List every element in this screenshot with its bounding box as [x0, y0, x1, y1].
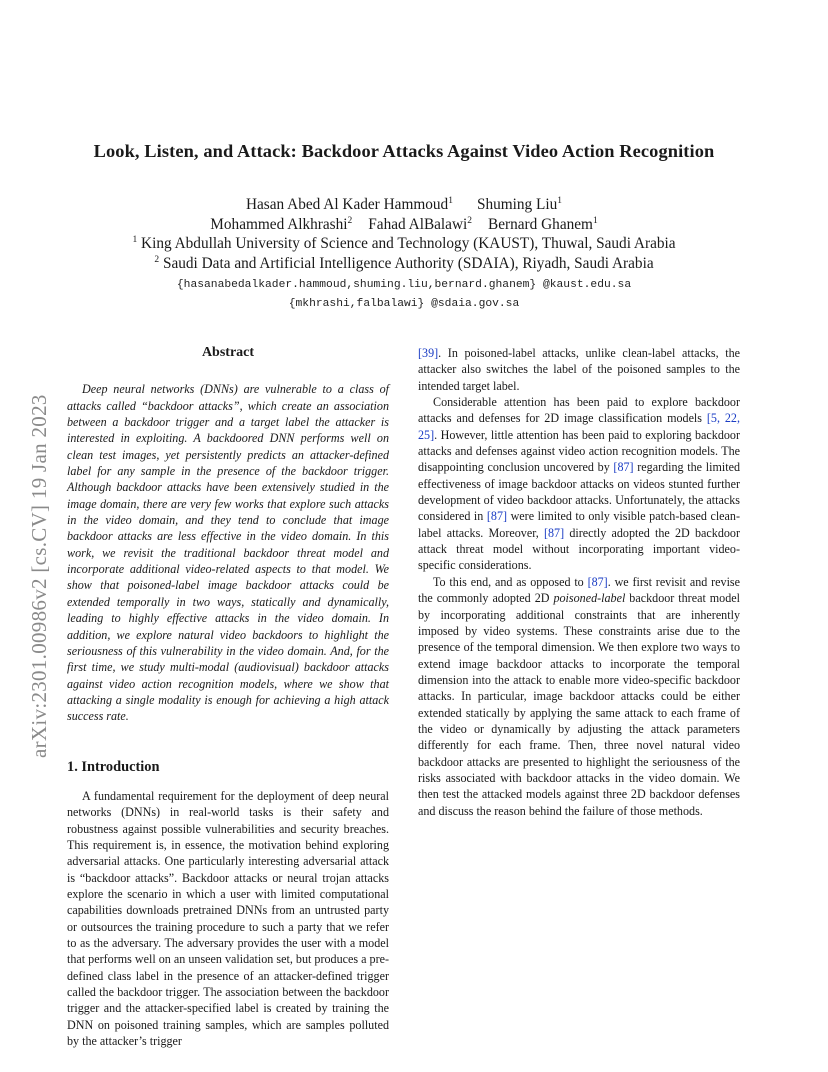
affiliation-mark: 2: [154, 254, 160, 265]
author-name: Fahad AlBalawi: [368, 215, 468, 233]
affiliation-text: King Abdullah University of Science and Technology (KAUST), Thuwal, Saudi Arabia: [141, 235, 676, 252]
paragraph-text: . we first revisit and revise the commonly adopted 2D: [418, 574, 740, 606]
arxiv-watermark-svg: [16, 290, 56, 760]
citation-link[interactable]: [87]: [543, 525, 565, 540]
arxiv-id-text: arXiv:2301.00986v2 [cs.CV] 19 Jan 2023: [27, 394, 51, 758]
email-kaust[interactable]: {hasanabedalkader.hammoud,shuming.liu,bernard.ghanem} @kaust.edu.sa: [176, 279, 632, 291]
paragraph-text: were limited to only visible patch-based clean-label attacks. Moreover,: [418, 509, 740, 540]
affiliation-mark: 1: [557, 196, 563, 206]
left-column: [67, 345, 389, 1049]
emphasis-text: poisoned-label: [553, 591, 626, 606]
right-column: [418, 345, 740, 819]
citation-link[interactable]: [39]: [418, 346, 439, 360]
author-name: Hasan Abed Al Kader Hammoud: [245, 196, 449, 213]
affiliation-mark: 2: [347, 215, 353, 226]
abstract-text: Deep neural networks (DNNs) are vulnerable to a class of attacks called “backdoor attacks”, which create an association between a backdoor trigger and a target label the attacker is interested in exploiting. A backdoored DNN performs well on clean test images, yet persistently predicts an attacker-defined label for any sample in the presence of the backdoor trigger. Although backdoor attacks have been extensively studied in the image domain, there are very few works that explore such attacks in the video domain, and they tend to conclude that image backdoor attacks are less effective in the video domain. In this work, we revisit the traditional backdoor threat model and incorporate additional video-related aspects to that model. We show that poisoned-label image backdoor attacks could be extended temporally in two ways, statically and dynamically, leading to highly effective attacks in the video domain. In addition, we explore natural video backdoors to highlight the seriousness of this vulnerability in the video domain. And, for the first time, we study multi-modal (audiovisual) backdoor attacks against video action recognition models, where we show that attacking a single modality is enough for achieving a high attack success rate.: [67, 382, 389, 724]
paragraph-text: regarding the limited effectiveness of image backdoor attacks on videos stunted further development of video backdoor attacks. Unfortunately, the attacks considered in: [418, 460, 740, 524]
citation-link[interactable]: [87]: [613, 460, 634, 475]
email-sdaia[interactable]: {mkhrashi,falbalawi} @sdaia.gov.sa: [288, 298, 520, 310]
intro-paragraph-3: [418, 574, 740, 819]
paragraph-text: . In poisoned-label attacks, unlike clean-label attacks, the attacker also switches the label of the poisoned samples to the intended target label.: [418, 346, 740, 393]
affiliation-mark: 2: [467, 215, 473, 226]
paper-title: Look, Listen, and Attack: Backdoor Attacks Against Video Action Recognition: [93, 141, 715, 161]
affiliation-mark: 1: [448, 196, 453, 206]
affiliation-2: [0, 254, 808, 274]
intro-paragraph-1: [67, 788, 389, 1050]
paragraph-text: To this end, and as opposed to: [433, 574, 588, 589]
affiliation-1: [0, 234, 808, 254]
affiliation-mark: 1: [132, 235, 138, 245]
paragraph-text: directly adopted the 2D backdoor attack threat model without incorporating important video-specific considerations.: [418, 525, 740, 573]
affiliation-text: Saudi Data and Artificial Intelligence Authority (SDAIA), Riyadh, Saudi Arabia: [162, 254, 654, 272]
paragraph-text: . However, little attention has been paid to exploring backdoor attacks and defenses against video action recognition models. The disappointing conclusion uncovered by: [418, 427, 740, 475]
author-name: Bernard Ghanem: [488, 215, 593, 233]
arxiv-watermark: [16, 290, 56, 760]
intro-paragraph-1-continued: [418, 345, 740, 394]
abstract-heading: Abstract: [201, 345, 255, 360]
paragraph-text: A fundamental requirement for the deployment of deep neural networks (DNNs) in real-world tasks is their safety and robustness against possible vulnerabilities and security breaches. This requirement is, in essence, the motivation behind exploring adversarial attacks. One particularly interesting adversarial attack is “backdoor attacks”. Backdoor attacks or neural trojan attacks explore the scenario in which a user with limited computational capabilities downloads pretrained DNNs from an untrusted party or outsources the training procedure to such a party that we refer to as the adversary. The adversary provides the user with a model that performs well on an unseen validation set, but produces a pre-defined class label in the presence of an attacker-defined trigger called the backdoor trigger. The association between the backdoor trigger and the attacker-specified label is created by training the DNN on poisoned training samples, which are samples polluted by the attacker’s trigger: [67, 788, 389, 1049]
author-name: Shuming Liu: [476, 196, 558, 213]
intro-paragraph-2: [418, 394, 740, 574]
citation-link[interactable]: [87]: [587, 574, 608, 589]
paragraph-text: backdoor threat model by incorporating additional constraints that are inherently imposed by video systems. These constraints arise due to the presence of the temporal dimension. We then explore two ways to extend image backdoor attacks to incorporate the temporal dimension into the attack to enable more video-specific backdoor attacks. In particular, image backdoor attacks could be either extended statically by applying the same attack to each frame of the video or dynamically by adjusting the attack parameters differently for each frame. Then, three novel natural video backdoor attacks are presented to highlight the seriousness of the risks associated with backdoor attacks in the video domain. We then test the attacked models against three 2D backdoor defenses and discuss the reason behind the failure of those methods.: [418, 591, 741, 818]
section-heading-introduction: 1. Introduction: [67, 758, 160, 775]
author-line-1: [0, 195, 808, 215]
author-line-2: [0, 215, 808, 235]
citation-link[interactable]: [87]: [486, 509, 508, 524]
affiliation-mark: 1: [592, 215, 598, 226]
citation-link[interactable]: [5, 22, 25]: [418, 411, 740, 442]
paragraph-text: Considerable attention has been paid to explore backdoor attacks and defenses for 2D image classification models: [418, 395, 740, 426]
author-name: Mohammed Alkhrashi: [210, 215, 348, 233]
author-block: [0, 195, 808, 314]
